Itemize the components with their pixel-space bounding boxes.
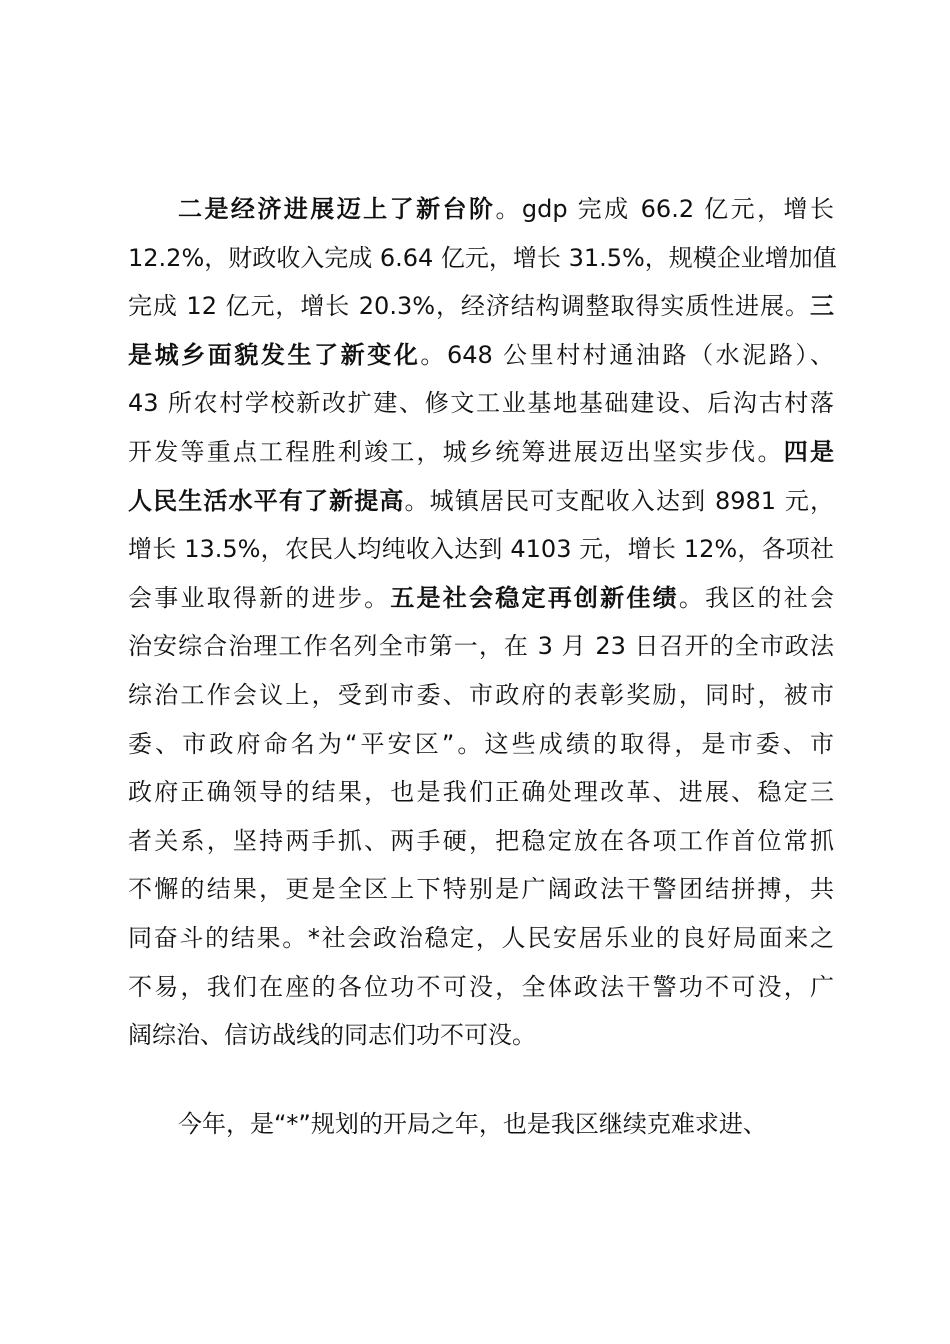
bold-run: 五是社会稳定再创新佳绩 xyxy=(390,583,679,612)
text-line xyxy=(128,428,834,477)
text-line xyxy=(128,963,834,1012)
text-run: 。城镇居民可支配收入达到 8981 元， xyxy=(404,486,834,515)
bold-run: 人民生活水平有了新提高 xyxy=(128,486,405,515)
paragraph-this-year xyxy=(128,1100,834,1149)
text-run: 完成 12 亿元，增长 20.3%，经济结构调整取得实质性进展。 xyxy=(128,292,810,321)
text-line xyxy=(128,574,834,623)
text-run: 。我区的社会 xyxy=(678,583,835,612)
text-line xyxy=(128,477,834,526)
text-line xyxy=(128,865,834,914)
text-line xyxy=(128,1100,834,1149)
text-line xyxy=(128,671,834,720)
text-line xyxy=(128,525,834,574)
text-run: 不懈的结果，更是全区上下特别是广阔政法干警团结拼搏，共 xyxy=(128,875,834,904)
text-run: 今年，是“*”规划的开局之年，也是我区继续克难求进、 xyxy=(178,1110,767,1138)
text-run: 12.2%，财政收入完成 6.64 亿元，增长 31.5%，规模企业增加值 xyxy=(128,243,837,272)
bold-run: 二是经济进展迈上了新台阶 xyxy=(178,195,496,223)
text-run: 43 所农村学校新改扩建、修文工业基地基础建设、后沟古村落 xyxy=(128,389,834,418)
text-run: 不易，我们在座的各位功不可没，全体政法干警功不可没，广 xyxy=(128,972,834,1001)
text-run: 开发等重点工程胜利竣工，城乡统筹进展迈出坚实步伐。 xyxy=(128,437,784,466)
paragraph-achievements xyxy=(128,185,837,1060)
text-line xyxy=(128,914,834,963)
text-line xyxy=(128,185,834,234)
text-run: 阔综治、信访战线的同志们功不可没。 xyxy=(128,1021,536,1050)
text-run: 会事业取得新的进步。 xyxy=(128,583,391,612)
text-line xyxy=(128,282,834,331)
text-line xyxy=(128,720,834,769)
bold-run: 四是 xyxy=(783,437,835,466)
text-line xyxy=(128,379,834,428)
text-line xyxy=(128,234,837,283)
bold-run: 三 xyxy=(810,292,834,321)
text-line xyxy=(128,1011,834,1060)
text-line xyxy=(128,331,834,380)
text-run: 委、市政府命名为“平安区”。这些成绩的取得，是市委、市 xyxy=(128,729,834,758)
text-run: 政府正确领导的结果，也是我们正确处理改革、进展、稳定三 xyxy=(128,778,834,807)
text-line xyxy=(128,768,834,817)
text-run: 。gdp 完成 66.2 亿元，增长 xyxy=(495,195,834,223)
text-run: 同奋斗的结果。*社会政治稳定，人民安居乐业的良好局面来之 xyxy=(128,923,834,952)
bold-run: 是城乡面貌发生了新变化 xyxy=(128,340,421,369)
text-line xyxy=(128,622,834,671)
text-run: 者关系，坚持两手抓、两手硬，把稳定放在各项工作首位常抓 xyxy=(128,826,834,855)
text-run: 治安综合治理工作名列全市第一，在 3 月 23 日召开的全市政法 xyxy=(128,632,834,661)
text-run: 综治工作会议上，受到市委、市政府的表彰奖励，同时，被市 xyxy=(128,680,834,709)
text-line xyxy=(128,817,834,866)
text-run: 增长 13.5%，农民人均纯收入达到 4103 元，增长 12%，各项社 xyxy=(128,535,834,564)
text-run: 。648 公里村村通油路（水泥路）、 xyxy=(420,340,835,369)
